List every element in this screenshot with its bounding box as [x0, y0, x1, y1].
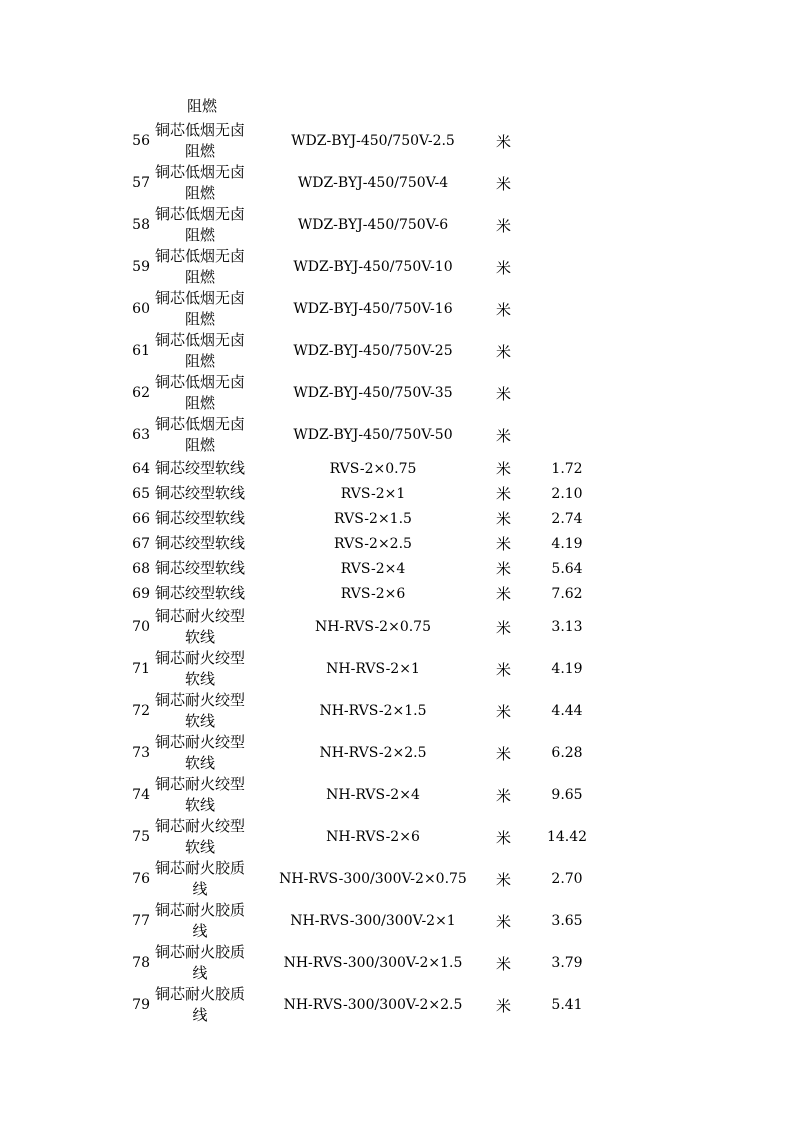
unit-price — [532, 414, 602, 456]
row-number: 76 — [132, 871, 150, 887]
unit-price: 4.19 — [551, 661, 583, 677]
row-number: 61 — [132, 343, 150, 359]
table-row — [118, 120, 602, 162]
unit: 米 — [496, 300, 512, 319]
product-name — [150, 506, 250, 531]
model-spec: WDZ-BYJ-450/750V-16 — [293, 301, 453, 317]
unit: 米 — [496, 996, 512, 1015]
product-name-line2: 软线 — [184, 796, 215, 814]
row-number: 77 — [132, 913, 150, 929]
product-name — [150, 900, 250, 942]
row-number: 68 — [132, 560, 150, 577]
model-spec: RVS-2×6 — [340, 585, 406, 602]
table-row — [118, 984, 602, 1026]
table-row — [118, 581, 602, 606]
product-name — [150, 648, 250, 690]
unit-price — [532, 246, 602, 288]
unit-price — [532, 120, 602, 162]
row-number: 66 — [132, 510, 150, 527]
product-name — [150, 246, 250, 288]
table-row — [118, 288, 602, 330]
product-name-line2: 阻燃 — [184, 184, 215, 202]
table-row — [118, 204, 602, 246]
product-name-line1: 铜芯耐火绞型 — [154, 691, 245, 709]
row-number: 79 — [132, 997, 150, 1013]
unit-price — [532, 372, 602, 414]
product-name-line1: 铜芯耐火胶质 — [154, 985, 245, 1003]
product-name-line2: 软线 — [184, 670, 215, 688]
row-number: 73 — [132, 745, 150, 761]
price-table — [118, 120, 602, 1026]
unit: 米 — [496, 460, 512, 478]
product-name-line1: 铜芯绞型软线 — [154, 584, 245, 602]
product-name-line1: 铜芯低烟无卤 — [154, 205, 245, 223]
unit: 米 — [496, 258, 512, 277]
product-name-line1: 铜芯低烟无卤 — [154, 415, 245, 433]
unit: 米 — [496, 535, 512, 553]
product-name-line1: 铜芯绞型软线 — [154, 459, 245, 477]
table-row — [118, 690, 602, 732]
row-number: 63 — [132, 427, 150, 443]
model-spec: WDZ-BYJ-450/750V-50 — [293, 427, 453, 443]
model-spec: WDZ-BYJ-450/750V-35 — [293, 385, 453, 401]
unit-price: 4.44 — [551, 703, 583, 719]
unit: 米 — [496, 954, 512, 973]
product-name-line1: 铜芯低烟无卤 — [154, 163, 245, 181]
unit-price — [532, 288, 602, 330]
product-name-line2: 阻燃 — [184, 226, 215, 244]
unit-price: 6.28 — [551, 745, 583, 761]
product-name-line1: 铜芯耐火绞型 — [154, 649, 245, 667]
product-name-line2: 阻燃 — [184, 142, 215, 160]
row-number: 72 — [132, 703, 150, 719]
product-name-line2: 线 — [192, 922, 208, 940]
unit-price: 1.72 — [551, 460, 583, 477]
product-name — [150, 606, 250, 648]
product-name-line2: 软线 — [184, 628, 215, 646]
unit-price — [532, 162, 602, 204]
row-number: 69 — [132, 585, 150, 602]
model-spec: WDZ-BYJ-450/750V-4 — [297, 175, 449, 191]
product-name — [150, 456, 250, 481]
product-name — [150, 690, 250, 732]
unit-price: 3.13 — [551, 619, 583, 635]
price-table-body — [118, 120, 602, 1026]
product-name-line2: 阻燃 — [184, 310, 215, 328]
table-row — [118, 648, 602, 690]
table-row — [118, 330, 602, 372]
product-name-line1: 铜芯低烟无卤 — [154, 331, 245, 349]
unit: 米 — [496, 174, 512, 193]
row-number: 67 — [132, 535, 150, 552]
product-name-line1: 铜芯低烟无卤 — [154, 373, 245, 391]
model-spec: NH-RVS-2×2.5 — [319, 745, 427, 761]
product-name — [150, 774, 250, 816]
unit: 米 — [496, 132, 512, 151]
row-number: 65 — [132, 485, 150, 502]
model-spec: WDZ-BYJ-450/750V-25 — [293, 343, 453, 359]
product-name — [150, 204, 250, 246]
model-spec: WDZ-BYJ-450/750V-10 — [293, 259, 453, 275]
product-name-line1: 铜芯耐火胶质 — [154, 943, 245, 961]
model-spec: NH-RVS-300/300V-2×1 — [290, 913, 456, 929]
model-spec: NH-RVS-300/300V-2×0.75 — [279, 871, 467, 887]
unit-price: 9.65 — [551, 787, 583, 803]
unit-price: 5.64 — [551, 560, 583, 577]
row-number: 57 — [132, 175, 150, 191]
model-spec: NH-RVS-2×1.5 — [319, 703, 427, 719]
product-name — [150, 288, 250, 330]
table-row — [118, 506, 602, 531]
product-name — [150, 984, 250, 1026]
product-name-line1: 铜芯耐火绞型 — [154, 607, 245, 625]
product-name — [150, 414, 250, 456]
unit: 米 — [496, 912, 512, 931]
model-spec: NH-RVS-2×0.75 — [315, 619, 431, 635]
product-name — [150, 372, 250, 414]
unit-price: 4.19 — [551, 535, 583, 552]
model-spec: NH-RVS-2×1 — [326, 661, 420, 677]
unit: 米 — [496, 216, 512, 235]
table-row — [118, 858, 602, 900]
unit: 米 — [496, 870, 512, 889]
product-name-line2: 阻燃 — [184, 268, 215, 286]
unit-price — [532, 204, 602, 246]
table-row — [118, 456, 602, 481]
table-row — [118, 774, 602, 816]
model-spec: RVS-2×4 — [340, 560, 406, 577]
product-name-line1: 铜芯低烟无卤 — [154, 121, 245, 139]
product-name — [150, 942, 250, 984]
row-number: 60 — [132, 301, 150, 317]
unit: 米 — [496, 744, 512, 763]
row-number: 58 — [132, 217, 150, 233]
unit-price — [532, 330, 602, 372]
table-row — [118, 414, 602, 456]
unit: 米 — [496, 618, 512, 637]
row-number: 62 — [132, 385, 150, 401]
product-name-line1: 铜芯绞型软线 — [154, 559, 245, 577]
unit: 米 — [496, 585, 512, 603]
table-row — [118, 246, 602, 288]
unit: 米 — [496, 485, 512, 503]
unit-price: 3.65 — [551, 913, 583, 929]
product-name-line2: 线 — [192, 880, 208, 898]
model-spec: WDZ-BYJ-450/750V-2.5 — [291, 133, 455, 149]
model-spec: NH-RVS-300/300V-2×2.5 — [283, 997, 463, 1013]
product-name-line2: 阻燃 — [184, 352, 215, 370]
row-number: 70 — [132, 619, 150, 635]
unit: 米 — [496, 660, 512, 679]
product-name-line1: 铜芯耐火胶质 — [154, 901, 245, 919]
model-spec: RVS-2×2.5 — [334, 535, 412, 552]
product-name-line2: 阻燃 — [184, 436, 215, 454]
product-name — [150, 531, 250, 556]
model-spec: WDZ-BYJ-450/750V-6 — [297, 217, 449, 233]
product-name-line1: 铜芯耐火胶质 — [154, 859, 245, 877]
model-spec: RVS-2×1 — [340, 485, 406, 502]
product-name-line2: 软线 — [184, 838, 215, 856]
unit: 米 — [496, 702, 512, 721]
product-name — [150, 732, 250, 774]
product-name-line1: 铜芯耐火绞型 — [154, 775, 245, 793]
row-number: 71 — [132, 661, 150, 677]
model-spec: NH-RVS-2×6 — [326, 829, 420, 845]
unit-price: 2.70 — [551, 871, 583, 887]
product-name — [150, 120, 250, 162]
model-spec: NH-RVS-2×4 — [326, 787, 420, 803]
table-row — [118, 900, 602, 942]
product-name-line1: 铜芯绞型软线 — [154, 509, 245, 527]
unit-price: 7.62 — [551, 585, 583, 602]
product-name-line1: 铜芯耐火绞型 — [154, 733, 245, 751]
table-row — [118, 816, 602, 858]
product-name-line2: 软线 — [184, 754, 215, 772]
product-name — [150, 581, 250, 606]
product-name-line1: 铜芯耐火绞型 — [154, 817, 245, 835]
unit-price: 14.42 — [546, 829, 588, 845]
table-row — [118, 942, 602, 984]
product-name — [150, 858, 250, 900]
table-row — [118, 162, 602, 204]
table-row — [118, 732, 602, 774]
unit: 米 — [496, 342, 512, 361]
unit-price: 3.79 — [551, 955, 583, 971]
row-number: 74 — [132, 787, 150, 803]
row-number: 75 — [132, 829, 150, 845]
unit: 米 — [496, 560, 512, 578]
model-spec: NH-RVS-300/300V-2×1.5 — [283, 955, 463, 971]
model-spec: RVS-2×1.5 — [334, 510, 412, 527]
row-number: 64 — [132, 460, 150, 477]
row-number: 78 — [132, 955, 150, 971]
unit: 米 — [496, 828, 512, 847]
table-row — [118, 531, 602, 556]
product-name-line2: 线 — [192, 964, 208, 982]
row-number: 56 — [132, 133, 150, 149]
product-name-line1: 铜芯绞型软线 — [154, 484, 245, 502]
product-name-line1: 铜芯绞型软线 — [154, 534, 245, 552]
unit: 米 — [496, 384, 512, 403]
unit: 米 — [496, 426, 512, 445]
product-name-line2: 线 — [192, 1006, 208, 1024]
product-name — [150, 162, 250, 204]
product-name — [150, 330, 250, 372]
row-number: 59 — [132, 259, 150, 275]
product-name-line1: 铜芯低烟无卤 — [154, 247, 245, 265]
table-row — [118, 606, 602, 648]
table-row — [118, 481, 602, 506]
unit: 米 — [496, 510, 512, 528]
product-name — [150, 816, 250, 858]
unit-price: 5.41 — [551, 997, 583, 1013]
table-row — [118, 372, 602, 414]
product-name-line2: 阻燃 — [184, 394, 215, 412]
model-spec: RVS-2×0.75 — [329, 460, 417, 477]
product-name-line1: 铜芯低烟无卤 — [154, 289, 245, 307]
unit: 米 — [496, 786, 512, 805]
product-name-line2: 软线 — [184, 712, 215, 730]
continued-name-text: 阻燃 — [186, 97, 217, 115]
product-name — [150, 556, 250, 581]
product-name — [150, 481, 250, 506]
table-row — [118, 556, 602, 581]
unit-price: 2.10 — [551, 485, 583, 502]
unit-price: 2.74 — [551, 510, 583, 527]
